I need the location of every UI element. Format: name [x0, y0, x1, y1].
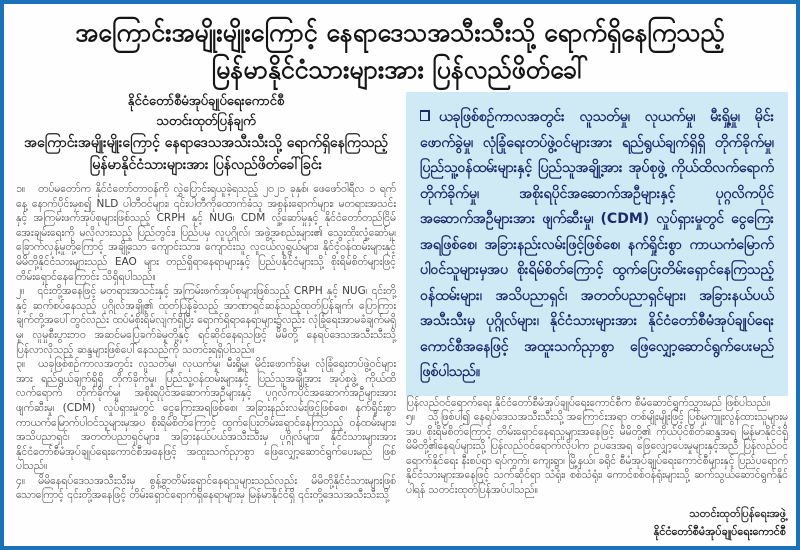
title-line-1: အကြောင်းအမျိုးမျိုးကြောင့် နေရာဒေသအသီးသီးသို့ ရောက်ရှိနေကြသည့်	[75, 18, 725, 47]
press-release-header	[16, 92, 396, 176]
title-line-2: မြန်မာနိုင်ငံသားများအား ပြန်လည်ဖိတ်ခေါ်	[211, 55, 589, 84]
subject-heading-line-1: အကြောင်းအမျိုးမျိုးကြောင့် နေရာဒေသအသီးသီးသို့ ရောက်ရှိနေကြသည့်	[24, 135, 388, 151]
page-title	[22, 14, 778, 88]
paragraph-5	[406, 410, 788, 498]
right-column	[406, 92, 788, 541]
paragraph-number: ၂။	[16, 285, 25, 298]
signature-block	[406, 505, 788, 541]
doc-type-heading: သတင်းထုတ်ပြန်ချက်	[156, 114, 256, 129]
org-name-heading: နိုင်ငံတော်စီမံအုပ်ချုပ်ရေးကောင်စီ	[127, 94, 285, 109]
paragraph-text: သို့ဖြစ်ပါ၍ နေရပ်ဒေသအသီးသီးသို့ အကြောင်းအရာ တစ်မျိုးမျိုးဖြင့် ပြစ်မှုကျူးလွန်ထားသူများမှအပ စိုးရိမ်စိတ်ကြောင့် တိမ်းရှောင်နေရသူများအနေဖြင့် မိမိတို့၏ ကိုယ်ပိုင်စိတ်ဆန္ဒအရ မြန်မာနိုင်ငံရှိ မိမိတို့၏နေရပ်များသို့ ပြန်လည်ဝင်ရောက်လိုပါက ဥပဒေအရ ဖြေလျှော့ပေးမှုများနှင့်အညီ ပြန်လည်ဝင်ရောက်နိုင်ရေး နီးစပ်ရာ ရပ်ကွက်၊ ကျေးရွာ၊ မြို့နယ်၊ ခရိုင် စီမံအုပ်ချုပ်ရေးကောင်စီများနှင့် ပြည်ပရောက်နိုင်ငံသားများအနေဖြင့် သက်ဆိုင်ရာ သံရုံး၊ စစ်သံရုံး၊ ကောင်စစ်ဝန်ရုံးများသို့ ဆက်သွယ်ဆောင်ရွက်နိုင်ပါရန် သတင်းထုတ်ပြန်အပ်ပါသည်။	[406, 411, 788, 497]
paragraph-number: ၄။	[16, 474, 26, 487]
paragraph-text: ယခုဖြစ်စဉ်ကာလအတွင်း လူသတ်မှု၊ လုယက်မှု၊ မီးရှို့မှု၊ မိုင်းဖောက်ခွဲမှု၊ လုံခြုံရေးတပ်ဖွဲ့ဝင်များအား ရည်ရွယ်ချက်ရှိရှိ တိုက်ခိုက်မှု၊ ပြည်သူ့ဝန်ထမ်းများနှင့် ပြည်သူအချို့အား အုပ်စုဖွဲ့ ကိုယ်ထိလက်ရောက် တိုက်ခိုက်မှု၊ အစိုးရပိုင်အဆောက်အဦများနှင့် ပုဂ္ဂလိကပိုင်အဆောက်အဦများအား ဖျက်ဆီးမှု၊ (CDM) လှုပ်ရှားမှုတွင် ငွေကြေးအရဖြစ်စေ၊ အခြားနည်းလမ်းဖြင့်ဖြစ်စေ၊ နက်ရှိုင်းစွာ ကာယကံမြောက်ပါဝင်သူများမှအပ စိုးရိမ်စိတ်ကြောင့် ထွက်ပြေးတိမ်းရှောင်နေကြသည့် ဝန်ထမ်းများ၊ အသိပညာရှင်၊ အတတ်ပညာရှင်များ၊ အခြားနယ်ပယ်အသီးသီးမှ ပုဂ္ဂိုလ်များ၊ နိုင်ငံသားများအား နိုင်ငံတော်စီမံအုပ်ချုပ်ရေးကောင်စီအနေဖြင့် အထူးသက်ညှာစွာ ဖြေလျှော့ဆောင်ရွက်ပေးမည် ဖြစ်ပါသည်။	[16, 358, 396, 473]
paragraph-1	[16, 182, 396, 284]
paragraph-number: ၁။	[16, 183, 26, 195]
paragraph-number: ၃။	[16, 358, 26, 371]
paragraph-text: တပ်မတော်က နိုင်ငံတော်တာဝန်ကို လွှဲပြောင်းရယူခဲ့ရသည့် ၂၀၂၁ ခုနှစ်၊ ဖေဖော်ဝါရီလ ၁ ရက်နေ့ နောက်ပိုင်းမှစ၍ NLD ပါတီဝင်များ၊ ၎င်းပါတီကိုထောက်ခံသူ အစွန်းရောက်များ၊ မတရားအသင်းနှင့် အကြမ်းဖက်အုပ်စုများဖြစ်သည့် CRPH နှင့် NUG၊ CDM လှုံ့ဆော်မှုနှင့် နိုင်ငံတော်တည်ငြိမ်အေးချမ်းရေးကို မလိုလားသည့် ပြည်တွင်း၊ ပြည်ပမှ လူပုဂ္ဂိုလ်၊ အဖွဲ့အစည်းများ၏ သွေးထိုးလှုံ့ဆော်မှု၊ ခြောက်လှန့်မှုတို့ကြောင့် အချို့သော ကျောင်းသား၊ ကျောင်းသူ လူငယ်လူရွယ်များ၊ နိုင်ငံ့ဝန်ထမ်းများနှင့် မိမိတို့နိုင်ငံသားများသည် EAO များ တည်ရှိရာနေရာများနှင့် ပြည်ပနိုင်ငံများသို့ စိုးရိမ်စိတ်များဖြင့် တိမ်းရှောင်နေကြောင်း သိရှိရပါသည်။	[16, 183, 396, 283]
highlight-quote-text: ယခုဖြစ်စဉ်ကာလအတွင်း လူသတ်မှု၊ လုယက်မှု၊ မီးရှို့မှု၊ မိုင်းဖောက်ခွဲမှု၊ လုံခြုံရေးတပ်ဖွဲ့ဝင်များအား ရည်ရွယ်ချက်ရှိရှိ တိုက်ခိုက်မှု၊ ပြည်သူ့ဝန်ထမ်းများနှင့် ပြည်သူအချို့အား အုပ်စုဖွဲ့ ကိုယ်ထိလက်ရောက်တိုက်ခိုက်မှု၊ အစိုးရပိုင်အဆောက်အဦများနှင့် ပုဂ္ဂလိကပိုင်အဆောက်အဦများအား ဖျက်ဆီးမှု၊ (CDM) လှုပ်ရှားမှုတွင် ငွေကြေးအရဖြစ်စေ၊ အခြားနည်းလမ်းဖြင့်ဖြစ်စေ၊ နက်ရှိုင်းစွာ ကာယကံမြောက်ပါဝင်သူများမှအပ စိုးရိမ်စိတ်ကြောင့် ထွက်ပြေးတိမ်းရှောင်နေကြသည့် ဝန်ထမ်းများ၊ အသိပညာရှင်၊ အတတ်ပညာရှင်များ၊ အခြားနယ်ပယ်အသီးသီးမှ ပုဂ္ဂိုလ်များ၊ နိုင်ငံသားများအား နိုင်ငံတော်စီမံအုပ်ချုပ်ရေးကောင်စီအနေဖြင့် အထူးသက်ညှာစွာ ဖြေလျှော့ဆောင်ရွက်ပေးမည် ဖြစ်ပါသည်။	[420, 109, 774, 380]
paragraph-number: ၅။	[406, 411, 416, 424]
paragraph-text: ၎င်းတို့အနေဖြင့် မတရားအသင်းနှင့် အကြမ်းဖက်အုပ်စုများဖြစ်သည့် CRPH နှင့် NUG၊ ၎င်းတို့နှင့် ဆက်စပ်နေသည့် ပုဂ္ဂိုလ်အချို့၏ ထုတ်ပြန်ခဲ့သည့် အာဏာရှင်ဆန်သည့်ထုတ်ပြန်ချက်၊ ပြောကြားချက်တို့အပေါ်တွင်လည်း ထပ်မံစိုးရိမ်လျက်ရှိပြီး ရောက်ရှိရာနေရာများ၌လည်း လုံခြုံရေးအာမခံချက်မရှိမှု၊ လူမှုစီးပွားဘဝ အဆင်မပြေခက်ခဲမှုတို့နှင့် ရင်ဆိုင်နေရသဖြင့် မိမိတို့ နေရပ်ဒေသအသီးသီးသို့ ပြန်လာလိုသည့် ဆန္ဒများဖြစ်ပေါ်နေသည်ကို သတင်းရရှိပါသည်။	[16, 285, 396, 356]
paragraph-4-continuation: ပြန်လည်ဝင်ရောက်ရေး နိုင်ငံတော်စီမံအုပ်ချုပ်ရေးကောင်စီက စီမံဆောင်ရွက်သွားမည် ဖြစ်ပါသည်။	[406, 396, 771, 409]
two-column-body	[16, 92, 788, 541]
highlight-quote-box	[406, 92, 788, 396]
paragraph-4	[16, 474, 396, 503]
paragraph-text: မိမိနေရပ်ဒေသအသီးသီးမှ စွန့်ခွာတိမ်းရှောင်နေရသူများသည်လည်း မိမိတို့နိုင်ငံသားများဖြစ်သောကြောင့် ၎င်းတို့အနေဖြင့် တိမ်းရှောင်ရောက်ရှိနေရာများမှ မြန်မာနိုင်ငံရှိ ၎င်းတို့ဒေသအသီးသီးသို့	[16, 474, 396, 502]
left-column	[16, 92, 396, 541]
shadowed-square-bullet-icon	[420, 110, 430, 121]
paragraph-3	[16, 357, 396, 474]
signature-team: သတင်းထုတ်ပြန်ရေးအဖွဲ့	[689, 506, 786, 520]
subject-heading-line-2: မြန်မာနိုင်ငံသားများအား ပြန်လည်ဖိတ်ခေါ်ခြင်း	[89, 157, 323, 173]
signature-org: နိုင်ငံတော်စီမံအုပ်ချုပ်ရေးကောင်စီ	[653, 524, 786, 538]
paragraph-2	[16, 284, 396, 357]
